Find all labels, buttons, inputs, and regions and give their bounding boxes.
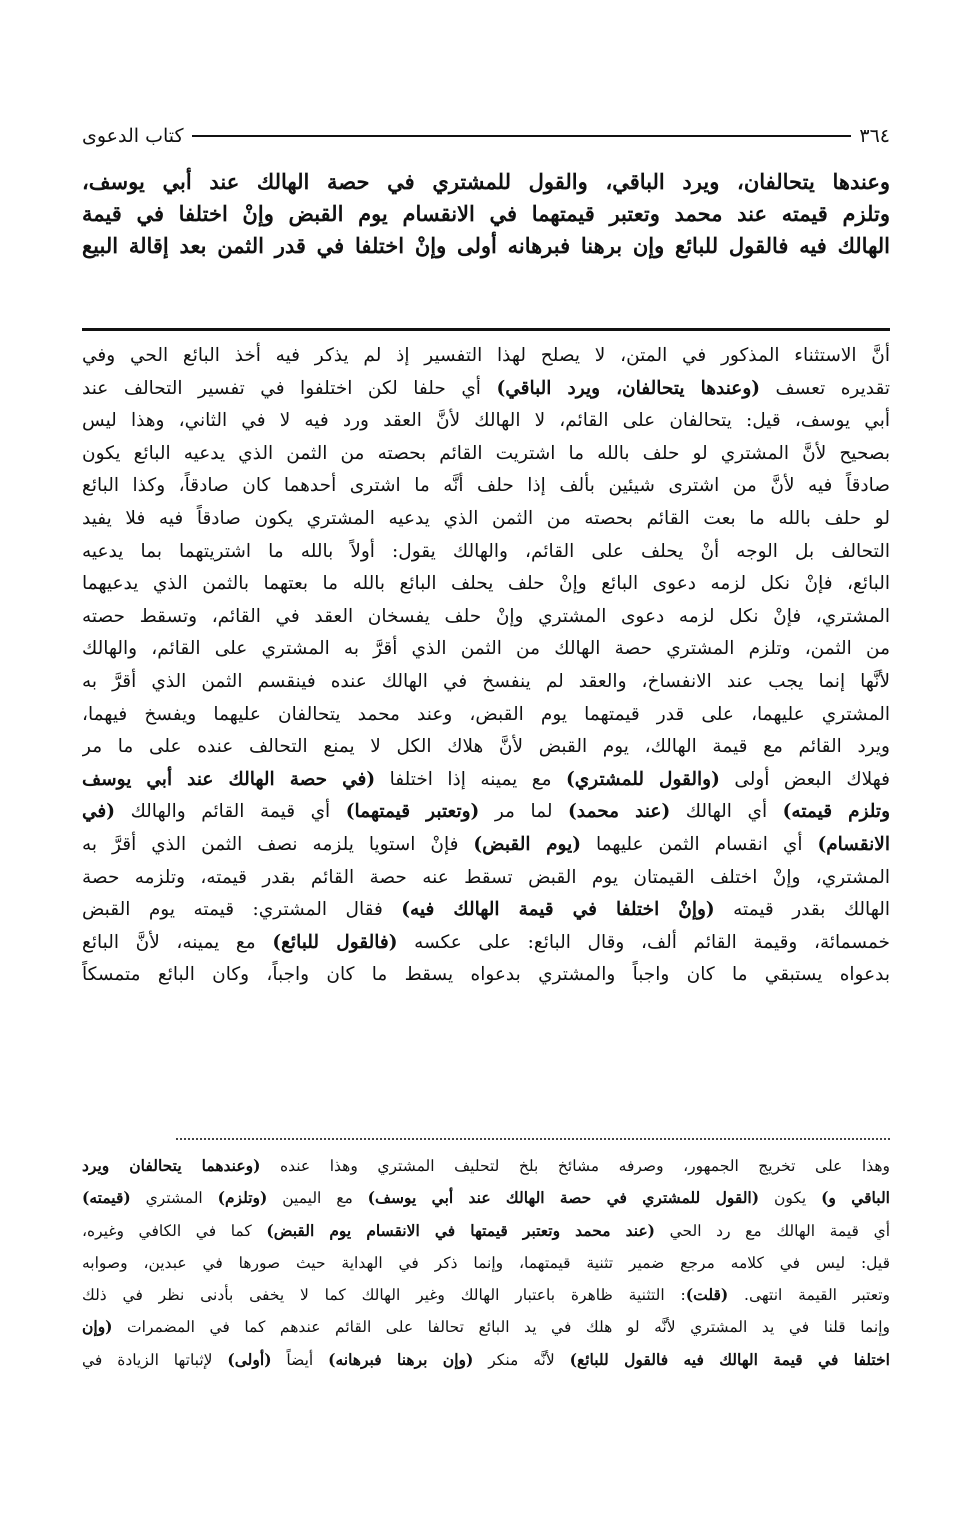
- text-segment: مع اليمين: [267, 1189, 368, 1208]
- text-segment: قيل: ليس في كلامه مرجع ضمير تثنية قيمتهما، وإنما ذكر في الهداية حيث صورها في عبدين، وصوابه: [82, 1253, 890, 1272]
- text-segment: خمسمائة، وقيمة القائم ألف، وقال البائع: على عكسه: [397, 931, 890, 953]
- running-header: [82, 122, 890, 150]
- text-line: [82, 862, 890, 895]
- quoted-matn-text: (وإن برهنا فبرهانه): [328, 1349, 474, 1369]
- quoted-matn-text: (عند محمد وتعتبر قيمتها في الانقسام يوم القبض): [266, 1220, 656, 1240]
- quoted-matn-text: اختلفا في قيمة الهالك فيه فالقول للبائع): [569, 1349, 890, 1369]
- text-line: [82, 959, 890, 992]
- text-line: [82, 166, 890, 198]
- text-line: [82, 601, 890, 634]
- text-segment: تقديره تعسف: [760, 377, 890, 399]
- text-line: [82, 927, 890, 960]
- text-line: [82, 764, 890, 797]
- text-segment: فإنْ استويا يلزمه نصف الثمن الذي أقرَّ به: [82, 833, 474, 855]
- text-segment: وتلزم قيمته عند محمد وتعتبر قيمتهما في الانقسام يوم القبض وإنْ اختلفا في قيمة: [82, 201, 890, 226]
- text-segment: الهالك بقدر قيمته: [714, 899, 890, 921]
- text-segment: لإثباتها الزيادة في: [82, 1350, 228, 1369]
- quoted-matn-text: (في حصة الهالك عند أبي يوسف: [82, 768, 376, 790]
- text-line: [82, 1279, 890, 1311]
- text-segment: أي انقسام الثمن عليهما: [580, 833, 818, 855]
- text-segment: المشتري: [130, 1189, 218, 1208]
- text-segment: أبي يوسف، قيل: يتحالفان على القائم، لا الهالك لأنَّ العقد ورد فيه لا في الثاني، وهذا ليس: [82, 410, 890, 432]
- text-line: [82, 699, 890, 732]
- text-line: [82, 1344, 890, 1376]
- quoted-matn-text: (فالقول للبائع): [272, 931, 398, 953]
- text-line: [82, 503, 890, 536]
- text-segment: لما مر: [479, 801, 569, 823]
- text-segment: مع يمينه، لأنَّ البائع: [82, 931, 273, 953]
- text-segment: المشتري عليهما، على قدر قيمتهما يوم القبض، وعند محمد يتحالفان عليهما ويفسخ فيهما،: [82, 703, 890, 725]
- quoted-matn-text: (وإنْ اختلفا في قيمة الهالك فيه): [401, 899, 715, 921]
- text-segment: أي قيمة الهالك مع رد الحي: [655, 1221, 890, 1240]
- quoted-matn-text: (وعندها يتحالفان، ويرد الباقي): [496, 377, 761, 399]
- text-line: [82, 536, 890, 569]
- quoted-matn-text: (أولى): [227, 1349, 272, 1369]
- text-line: [82, 894, 890, 927]
- text-segment: مع يمينه إذا اختلفا: [375, 768, 566, 790]
- text-line: [82, 405, 890, 438]
- text-segment: فهلاك البعض أولى: [719, 768, 890, 790]
- quoted-matn-text: (يوم القبض): [473, 833, 581, 855]
- text-segment: أي الهالك: [670, 801, 783, 823]
- quoted-matn-text: (في: [82, 801, 116, 823]
- text-segment: المشتري، وإنْ اختلف القيمتان يوم القبض تسقط عنه حصة القائم بقدر قيمته، وتلزمه حصة: [82, 866, 890, 888]
- page-number: ٣٦٤: [859, 125, 890, 147]
- quoted-matn-text: (قلت): [685, 1285, 729, 1305]
- quoted-matn-text: (عند محمد): [568, 801, 671, 823]
- text-line: [82, 633, 890, 666]
- quoted-matn-text: (والقول للمشتري): [566, 768, 720, 790]
- text-line: [82, 470, 890, 503]
- quoted-matn-text: (وإن: [82, 1317, 113, 1337]
- text-segment: فقال المشتري: قيمته يوم القبض: [82, 899, 402, 921]
- quoted-matn-text: (قيمته): [82, 1188, 131, 1208]
- text-segment: كما في الكافي وغيره،: [82, 1221, 267, 1240]
- text-segment: يكون: [759, 1189, 822, 1208]
- text-segment: : التثنية ظاهرة باعتبار الهالك وغير الهالك كما لا يخفى بأدنى نظر في ذلك: [82, 1286, 686, 1305]
- text-segment: أيضاً: [271, 1350, 329, 1369]
- text-line: [82, 438, 890, 471]
- book-title: كتاب الدعوى: [82, 125, 184, 147]
- text-line: [82, 1182, 890, 1214]
- text-line: [82, 1150, 890, 1182]
- header-rule: [192, 135, 852, 137]
- text-segment: لأنَّها إنما يجب عند الانفساخ، والعقد لم ينفسخ في الهالك عنده فينقسم الثمن الذي أقرَّ به: [82, 670, 890, 692]
- text-segment: التحالف بل الوجه أنْ يحلف على القائم، والهالك يقول: أولاً بالله ما اشتريتهما بما يدعيه: [82, 540, 890, 562]
- text-line: [82, 198, 890, 230]
- text-segment: وإنما قلنا في يد المشتري لأنَّه لو هلك في يد البائع تحالفا على القائم عندهم كما في المضمرات: [112, 1318, 890, 1337]
- text-segment: من الثمن، وتلزم المشتري حصة الهالك من الثمن الذي أقرَّ به المشتري على القائم، والهالك: [82, 638, 890, 660]
- text-segment: بدعواه يستبقي ما كان واجباً والمشتري بدعواه يسقط ما كان واجباً، وكان البائع متمسكاً: [82, 964, 890, 986]
- text-line: [82, 1247, 890, 1279]
- text-line: [82, 1311, 890, 1343]
- text-line: [82, 796, 890, 829]
- text-segment: وتعتبر القيمة انتهى.: [728, 1286, 890, 1305]
- quoted-matn-text: الباقي و): [821, 1188, 890, 1208]
- quoted-matn-text: (وعندهما يتحالفان ويرد: [82, 1156, 261, 1175]
- text-segment: أنَّ الاستثناء المذكور في المتن، لا يصلح لهذا التفسير إذ لم يذكر فيه أخذ البائع الحي وفي: [82, 345, 890, 366]
- text-segment: الهالك فيه فالقول للبائع وإن برهنا فبرهانه أولى وإنْ اختلفا في قدر الثمن بعد إقالة البيع: [82, 233, 890, 258]
- commentary: [82, 340, 890, 992]
- footnote-separator: [176, 1138, 890, 1140]
- main-text: [82, 166, 890, 262]
- text-line: [82, 829, 890, 862]
- text-segment: أي حلفا لكن اختلفوا في تفسير التحالف عند: [82, 377, 497, 399]
- text-segment: ويرد القائم مع قيمة الهالك، يوم القبض لأنَّ هلاك الكل لا يمنع التحالف عنده على ما مر: [82, 736, 890, 758]
- quoted-matn-text: الانقسام): [817, 833, 890, 855]
- footnotes: [82, 1150, 890, 1376]
- text-line: [82, 731, 890, 764]
- text-line: [82, 1215, 890, 1247]
- text-segment: المشتري، فإنْ نكل لزمه دعوى المشتري وإنْ حلف يفسخان العقد في القائم، وتسقط حصته: [82, 605, 890, 627]
- text-segment: وهذا على تخريج الجمهور، وصرفه مشائخ بلخ لتحليف المشتري وهذا عنده: [260, 1157, 890, 1175]
- text-segment: وعندها يتحالفان، ويرد الباقي، والقول للمشتري في حصة الهالك عند أبي يوسف،: [82, 169, 890, 194]
- text-segment: أي قيمة القائم والهالك: [115, 801, 346, 823]
- text-line: [82, 340, 890, 373]
- text-segment: لأنَّه منكر: [473, 1350, 570, 1369]
- text-line: [82, 666, 890, 699]
- text-segment: صادقاً فيه لأنَّ من اشترى شيئين بألف إذا حلف أنَّه ما اشترى أحدهما كان صادقاً، وكذا البائع: [82, 475, 890, 497]
- quoted-matn-text: وتلزم قيمته): [782, 801, 890, 823]
- text-segment: البائع، فإنْ نكل لزمه دعوى البائع وإنْ حلف يحلف البائع بالله ما بعتهما بالثمن الذي يدعيهما: [82, 573, 890, 595]
- main-text-separator: [82, 328, 890, 331]
- text-segment: بصحيح لأنَّ المشتري لو حلف بالله ما اشتريت القائم بحصته من الثمن الذي يدعيه البائع يكون: [82, 442, 890, 464]
- text-segment: لو حلف بالله ما بعت القائم بحصته من الثمن الذي يدعيه المشتري يكون صادقاً فيه فلا يفيد: [82, 507, 890, 529]
- text-line: [82, 230, 890, 262]
- text-line: [82, 568, 890, 601]
- quoted-matn-text: (القول للمشتري في حصة الهالك عند أبي يوسف): [367, 1188, 760, 1208]
- quoted-matn-text: (وتلزم): [217, 1188, 268, 1208]
- quoted-matn-text: (وتعتبر قيمتهما): [345, 801, 480, 823]
- text-line: [82, 373, 890, 406]
